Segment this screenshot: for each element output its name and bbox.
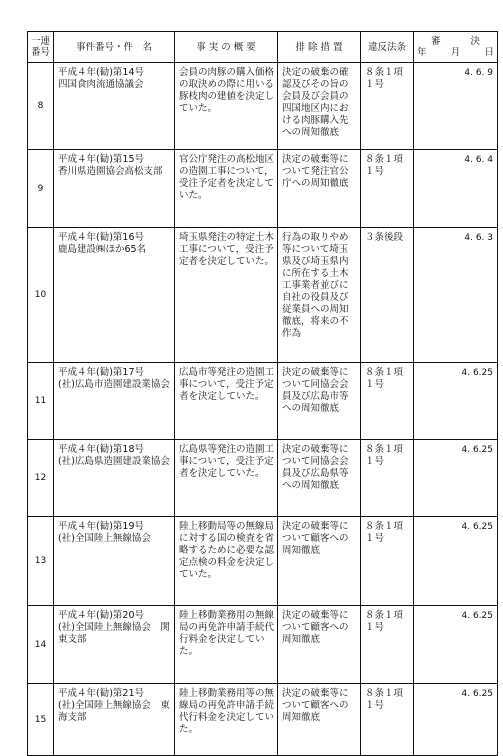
fact-summary: 広島市等発注の造園工事について，受注予定者を決定していた。 [175,363,278,440]
fact-summary: 会員の肉豚の購入価格の取決めの際に用いる豚枝肉の建値を決定していた。 [175,63,278,150]
violated-article: ８条１項 １号 [361,606,414,684]
header-date-year: 年 [417,47,427,58]
exclusion-measures: 決定の破棄等について顧客への周知徹底 [278,606,361,684]
decision-date: 4. 6.25 [414,606,498,684]
fact-summary: 陸上移動業務用の無線局の再免許申請手続代行料金を決定していた。 [175,606,278,684]
exclusion-measures: 行為の取りやめ等について埼玉県及び埼玉県内に所在する土木工事業者並びに自社の役員及び従業員への周知徹底，将来の不作為 [278,228,361,363]
violated-article: ８条１項 １号 [361,440,414,517]
case-name: 平成４年(勧)第19号 (社)全国陸上無線協会 [54,517,175,606]
header-case: 事件番号・件 名 [54,32,175,63]
case-name: 平成４年(勧)第20号 (社)全国陸上無線協会 関東支部 [54,606,175,684]
table-row [28,63,498,150]
row-number: 9 [28,150,54,228]
header-number-line1: 一連 [30,36,50,47]
row-number: 10 [28,228,54,363]
row-number: 14 [28,606,54,684]
header-date-month: 月 [450,47,461,58]
header-date-day: 日 [484,47,494,58]
table-row [28,517,498,606]
table-row [28,606,498,684]
fact-summary: 埼玉県発注の特定土木工事について，受注予定者を決定していた。 [175,228,278,363]
decision-date: 4. 6.25 [414,440,498,517]
case-name: 平成４年(勧)第21号 (社)全国陸上無線協会 東海支部 [54,684,175,756]
exclusion-measures: 決定の破棄等について同協会会員及び広島市等への周知徹底 [278,363,361,440]
row-number: 15 [28,684,54,756]
decision-date: 4. 6. 9 [414,63,498,150]
case-name: 平成４年(勧)第14号 四国食肉流通協議会 [54,63,175,150]
violated-article: ３条後段 [361,228,414,363]
table-row [28,363,498,440]
header-number [28,32,54,63]
violated-article: ８条１項 １号 [361,63,414,150]
table-row [28,228,498,363]
violated-article: ８条１項 １号 [361,517,414,606]
header-facts: 事 実 の 概 要 [175,32,278,63]
row-number: 13 [28,517,54,606]
exclusion-measures: 決定の破棄等について顧客への周知徹底 [278,684,361,756]
violated-article: ８条１項 １号 [361,150,414,228]
decision-date: 4. 6.25 [414,684,498,756]
header-measures: 排 除 措 置 [278,32,361,63]
violated-article: ８条１項 １号 [361,684,414,756]
decision-date: 4. 6. 3 [414,228,498,363]
decision-date: 4. 6. 4 [414,150,498,228]
table-row [28,150,498,228]
case-name: 平成４年(勧)第17号 (社)広島市造園建設業協会 [54,363,175,440]
table-row [28,684,498,756]
case-name: 平成４年(勧)第16号 鹿島建設㈱ほか65名 [54,228,175,363]
row-number: 12 [28,440,54,517]
header-date-ketsu: 決 [470,36,480,47]
exclusion-measures: 決定の破棄等について同協会会員及び広島県等への周知徹底 [278,440,361,517]
exclusion-measures: 決定の破棄等について発注官公庁への周知徹底 [278,150,361,228]
exclusion-measures: 決定の破棄の確認及びその旨の会員及び会員の四国地区内における肉豚購入先への周知徹底 [278,63,361,150]
row-number: 11 [28,363,54,440]
row-number: 8 [28,63,54,150]
fact-summary: 陸上移動局等の無線局に対する国の検査を省略するために必要な認定点検の料金を決定していた。 [175,517,278,606]
fact-summary: 広島県等発注の造園工事について，受注予定者を決定していた。 [175,440,278,517]
case-name: 平成４年(勧)第15号 香川県造園協会高松支部 [54,150,175,228]
header-row [28,32,498,63]
header-date-shin: 審 [430,36,441,47]
fact-summary: 官公庁発注の高松地区の造園工事について，受注予定者を決定していた。 [175,150,278,228]
case-name: 平成４年(勧)第18号 (社)広島県造園建設業協会 [54,440,175,517]
header-law: 違反法条 [361,32,414,63]
decision-date: 4. 6.25 [414,517,498,606]
header-number-line2: 番号 [30,47,50,58]
fact-summary: 陸上移動業務用等の無線局の再免許申請手続代行料金を決定していた。 [175,684,278,756]
header-date [414,32,498,63]
violated-article: ８条１項 １号 [361,363,414,440]
cases-table [27,31,498,756]
table-row [28,440,498,517]
exclusion-measures: 決定の破棄等について顧客への周知徹底 [278,517,361,606]
decision-date: 4. 6.25 [414,363,498,440]
